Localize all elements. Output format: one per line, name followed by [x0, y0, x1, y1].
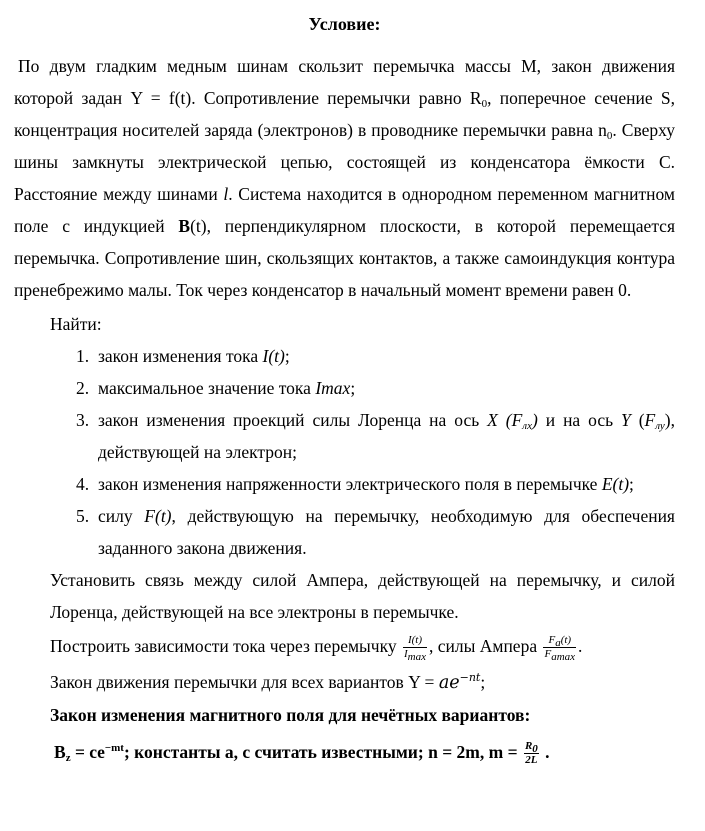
- condition-title: Условие:: [308, 14, 381, 34]
- m-fraction: $\frac{R_0}{2L}$: [524, 740, 538, 767]
- list-item: 4. закон изменения напряженности электрического поля в перемычке E(t);: [76, 474, 634, 494]
- ampere-ratio-fraction: $\frac{F_a(t)}{F_{amax}}$: [544, 634, 576, 664]
- list-item: 2. максимальное значение тока Imax;: [76, 378, 356, 398]
- condition-paragraph: По двум гладким медным шинам скользит перемычка массы M, закон движения которой задан Y = f(t). Сопротивление перемычки равно $R_0$, поперечное сечение S, концентрация носителей заряда (электронов) в проводнике перемычки равна $n_0$. Сверху шины замкнуты электрической цепью, состоящей из конденсатора ёмкости С. Расстояние между шинами l. Система находится в однородном переменном магнитном поле с индукцией B(t), перпендикулярном плоскости, в которой перемещается перемычка. Сопротивление шин, скользящих контактов, а также самоиндукция контура пренебрежимо малы. Ток через конденсатор в начальный момент времени равен 0.: [14, 56, 676, 300]
- plot-line: Построить зависимости тока через перемычку $\frac{I(t)}{I_{max}}$ , силы Ампера $\frac{F_a(t)}{F_{amax}}$ .: [50, 634, 583, 664]
- find-label: Найти:: [50, 314, 102, 334]
- magnetic-field-formula: $B_z = ce^{-mt}$; константы а, с считать известными; n = 2m, m = $\frac{R_0}{2L}$ .: [54, 740, 550, 767]
- list-item: 3. закон изменения проекций силы Лоренца на ось X $(F_{лх})$ и на ось Y $(F_{лу})$, действующей на электрон;: [76, 410, 675, 462]
- document-page: [0, 12, 705, 831]
- current-ratio-fraction: $\frac{I(t)}{I_{max}}$: [403, 634, 426, 664]
- odd-variants-heading: Закон изменения магнитного поля для нечётных вариантов:: [50, 705, 531, 725]
- task-list: [14, 340, 675, 564]
- motion-law-line: Закон движения перемычки для всех вариантов $Y = ae^{-nt}$;: [50, 671, 486, 693]
- list-item: 5. силу F(t), действующую на перемычку, необходимую для обеспечения заданного закона движения.: [76, 506, 675, 558]
- relation-paragraph: Установить связь между силой Ампера, действующей на перемычку, и силой Лоренца, действующей на все электроны в перемычке.: [50, 570, 675, 622]
- list-item: 1. закон изменения тока I(t);: [76, 346, 290, 366]
